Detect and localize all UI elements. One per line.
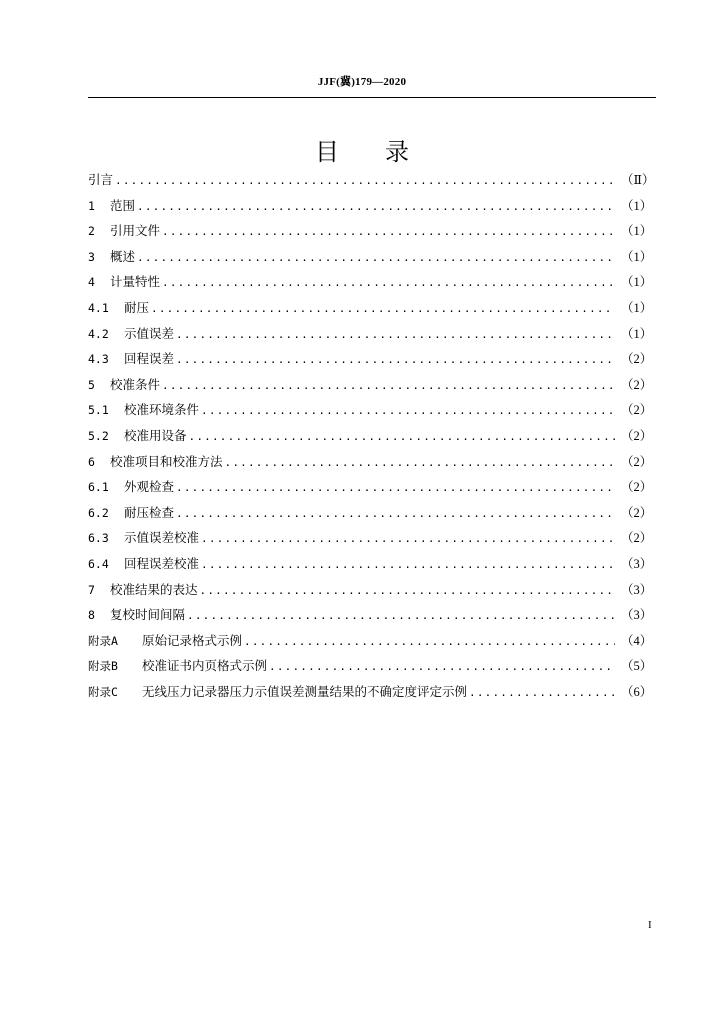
toc-entry-number: 附录B (88, 659, 118, 674)
toc-entry-number: 4.2 (88, 326, 109, 341)
toc-entry-page: （3） (621, 582, 653, 597)
toc-entry-appendix-b[interactable] (88, 656, 651, 682)
toc-entry-number: 6.4 (88, 556, 109, 571)
toc-entry-page: （1） (621, 198, 653, 213)
header-divider (88, 97, 656, 98)
toc-dot-leader (176, 325, 615, 345)
toc-entry-3[interactable] (88, 247, 651, 273)
toc-dot-leader (225, 453, 615, 473)
toc-entry-title: 概述 (110, 248, 136, 264)
toc-entry-title: 耐压检查 (124, 504, 175, 520)
toc-entry-page: （Ⅱ） (621, 173, 655, 187)
toc-entry-title: 校准结果的表达 (110, 581, 198, 597)
toc-dot-leader (151, 299, 615, 319)
toc-dot-leader (162, 273, 615, 293)
toc-dot-leader (176, 350, 615, 370)
toc-entry-title: 校准证书内页格式示例 (142, 658, 268, 674)
toc-dot-leader (244, 632, 615, 652)
toc-entry-number: 6.2 (88, 505, 109, 520)
toc-entry-page: （1） (621, 300, 653, 315)
toc-entry-appendix-c[interactable] (88, 682, 651, 708)
toc-entry-title: 引用文件 (110, 223, 161, 239)
toc-entry-page: （2） (621, 428, 653, 443)
toc-entry-page: （1） (621, 224, 653, 239)
toc-entry-2[interactable] (88, 221, 651, 247)
toc-dot-leader (137, 248, 615, 268)
toc-entry-5-2[interactable] (88, 426, 651, 452)
toc-entry-page: （2） (621, 403, 653, 418)
toc-entry-number: 5 (88, 377, 95, 392)
table-of-contents (88, 170, 655, 707)
toc-entry-title: 计量特性 (110, 274, 161, 290)
toc-entry-number: 附录A (88, 633, 118, 648)
toc-entry-title: 无线压力记录器压力示值误差测量结果的不确定度评定示例 (142, 683, 468, 699)
toc-entry-1[interactable] (88, 196, 651, 222)
toc-dot-leader (189, 427, 615, 447)
toc-dot-leader (162, 222, 615, 242)
toc-entry-4-1[interactable] (88, 298, 651, 324)
toc-entry-title: 回程误差校准 (124, 555, 200, 571)
toc-entry-page: （4） (621, 633, 653, 648)
toc-entry-number: 5.2 (88, 428, 109, 443)
toc-entry-7[interactable] (88, 580, 651, 606)
toc-dot-leader (201, 529, 615, 549)
toc-dot-leader (469, 683, 615, 703)
toc-entry-title: 校准用设备 (124, 427, 187, 443)
toc-dot-leader (187, 606, 615, 626)
toc-entry-page: （3） (621, 608, 653, 623)
toc-entry-page: （1） (621, 249, 653, 264)
toc-dot-leader (162, 376, 615, 396)
toc-entry-title: 耐压 (124, 299, 150, 315)
toc-entry-title: 原始记录格式示例 (142, 632, 243, 648)
toc-entry-number: 6 (88, 454, 95, 469)
toc-entry-6[interactable] (88, 452, 651, 478)
toc-entry-page: （1） (621, 275, 653, 290)
toc-dot-leader (200, 581, 615, 601)
toc-entry-8[interactable] (88, 605, 651, 631)
toc-entry-number: 1 (88, 198, 95, 213)
toc-entry-number: 6.1 (88, 480, 109, 495)
toc-entry-4-2[interactable] (88, 324, 651, 350)
toc-entry-page: （1） (621, 326, 653, 341)
toc-entry-number: 5.1 (88, 403, 109, 418)
toc-entry-6-2[interactable] (88, 503, 651, 529)
toc-entry-title: 校准条件 (110, 376, 161, 392)
standard-code-header: JJF(冀)179—2020 (317, 76, 407, 88)
toc-dot-leader (176, 504, 615, 524)
toc-entry-title: 校准项目和校准方法 (110, 453, 223, 469)
toc-title: 目录 (315, 138, 455, 166)
toc-entry-number: 4.3 (88, 352, 109, 367)
toc-entry-page: （2） (621, 505, 653, 520)
toc-entry-page: （2） (621, 454, 653, 469)
toc-entry-page: （2） (621, 377, 653, 392)
toc-dot-leader (115, 171, 615, 191)
toc-dot-leader (176, 478, 615, 498)
toc-entry-number: 7 (88, 582, 95, 597)
toc-entry-title: 回程误差 (124, 351, 175, 367)
toc-entry-title: 示值误差 (124, 325, 175, 341)
toc-entry-title: 范围 (110, 197, 136, 213)
toc-entry-number: 2 (88, 224, 95, 239)
toc-entry-5[interactable] (88, 375, 651, 401)
toc-entry-number: 4 (88, 275, 95, 290)
toc-entry-title: 外观检查 (124, 479, 175, 495)
toc-entry-title: 校准环境条件 (124, 402, 200, 418)
toc-entry-page: （5） (621, 659, 653, 674)
toc-entry-title: 复校时间间隔 (110, 607, 186, 623)
toc-entry-page: （2） (621, 531, 653, 546)
toc-entry-4-3[interactable] (88, 349, 651, 375)
toc-entry-page: （2） (621, 352, 653, 367)
toc-entry-4[interactable] (88, 272, 651, 298)
toc-entry-page: （3） (621, 556, 653, 571)
toc-entry-6-3[interactable] (88, 528, 651, 554)
toc-dot-leader (137, 197, 615, 217)
toc-entry-number: 3 (88, 249, 95, 264)
toc-entry-page: （2） (621, 480, 653, 495)
toc-entry-title: 引言 (88, 172, 114, 187)
toc-entry-title: 示值误差校准 (124, 530, 200, 546)
toc-dot-leader (269, 657, 615, 677)
toc-entry-6-4[interactable] (88, 554, 651, 580)
page-number: I (648, 919, 652, 931)
toc-entry-6-1[interactable] (88, 477, 651, 503)
toc-entry-page: （6） (621, 684, 653, 699)
toc-entry-intro[interactable] (88, 170, 655, 196)
toc-entry-number: 4.1 (88, 300, 109, 315)
toc-entry-number: 8 (88, 608, 95, 623)
toc-entry-appendix-a[interactable] (88, 631, 651, 657)
toc-dot-leader (201, 401, 615, 421)
toc-entry-number: 附录C (88, 684, 118, 699)
toc-entry-number: 6.3 (88, 531, 109, 546)
toc-dot-leader (201, 555, 615, 575)
toc-entry-5-1[interactable] (88, 400, 651, 426)
